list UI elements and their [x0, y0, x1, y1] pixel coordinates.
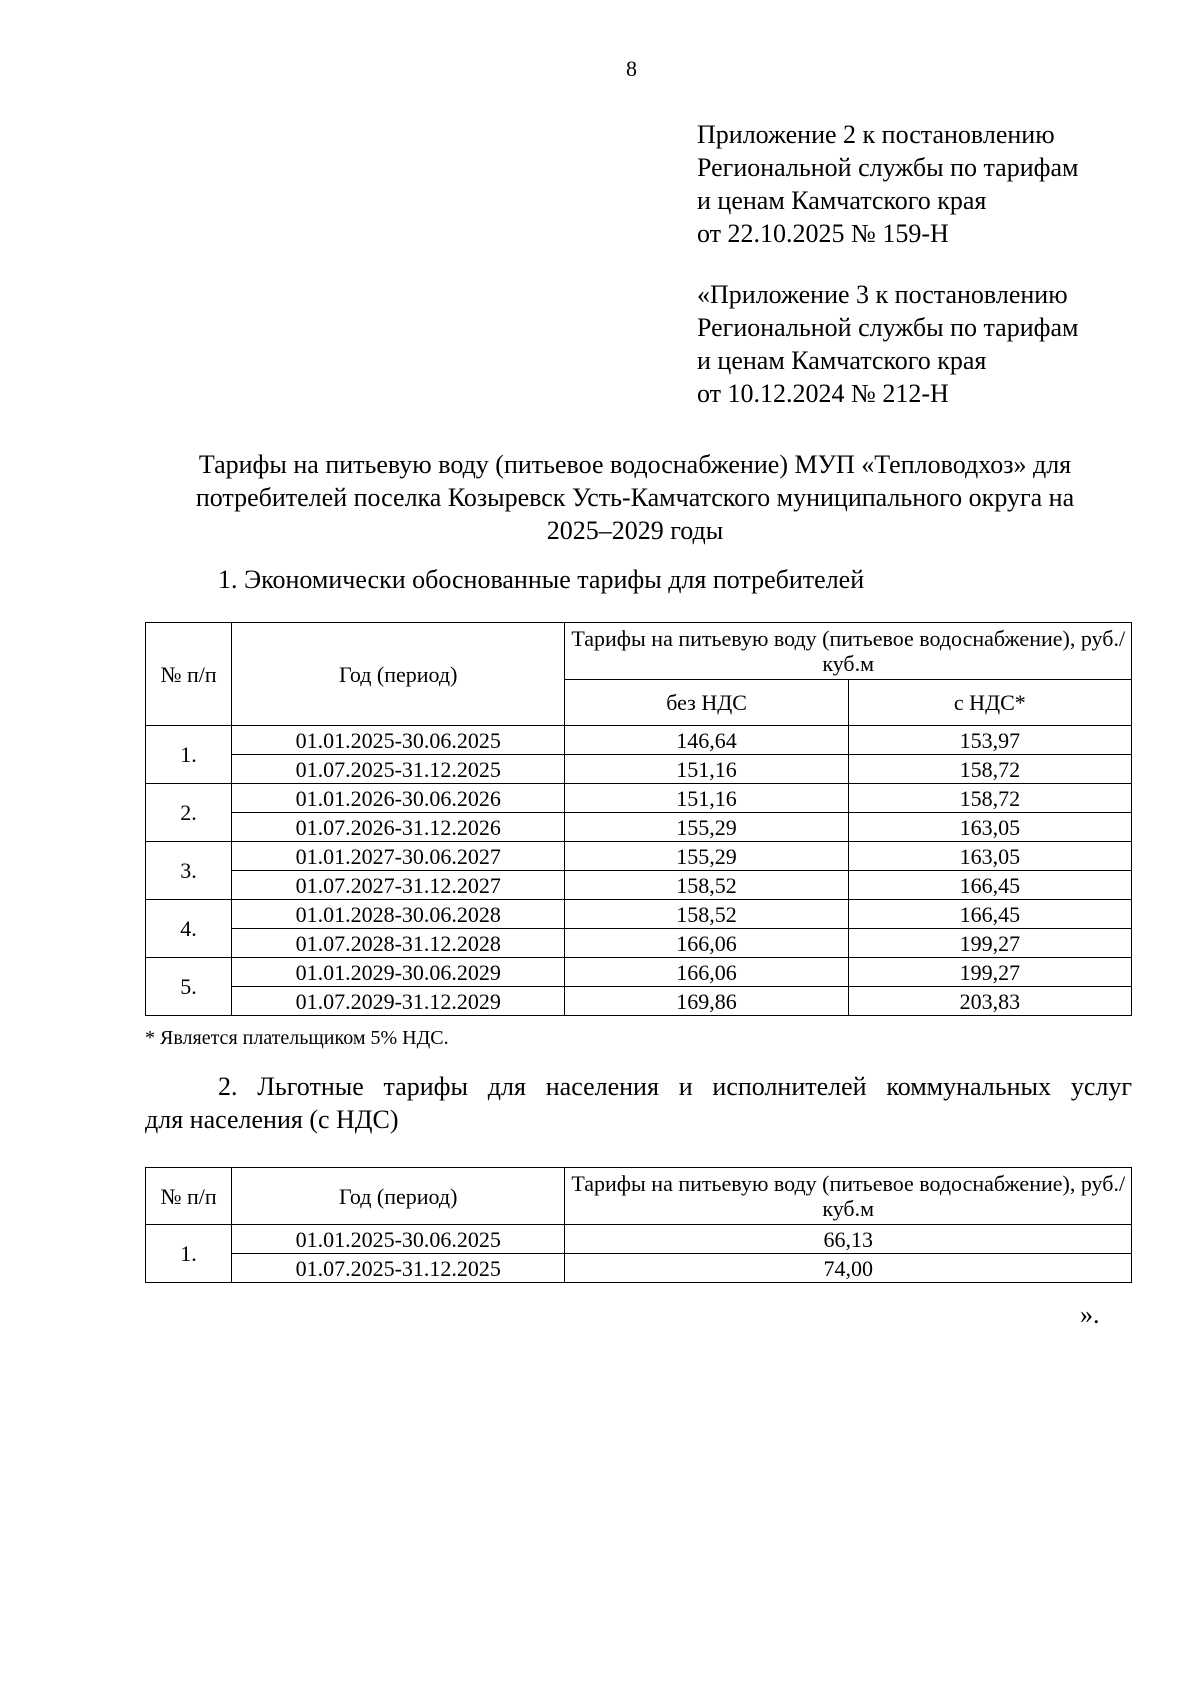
document-title-line: 2025–2029 годы — [546, 516, 724, 545]
period-cell: 01.01.2026-30.06.2026 — [232, 784, 565, 813]
tariff-with-vat-cell: 163,05 — [848, 813, 1131, 842]
table-row — [146, 842, 1132, 871]
table-row — [146, 1225, 1132, 1254]
table-row — [146, 813, 1132, 842]
table-row — [146, 1254, 1132, 1283]
period-cell: 01.01.2028-30.06.2028 — [232, 900, 565, 929]
tariff-value-cell: 66,13 — [565, 1225, 1132, 1254]
period-cell: 01.01.2025-30.06.2025 — [232, 1225, 565, 1254]
tariff-with-vat-cell: 158,72 — [848, 755, 1131, 784]
table-row — [146, 871, 1132, 900]
column-header-with-vat: с НДС* — [848, 680, 1131, 726]
tariff-no-vat-cell: 166,06 — [565, 929, 848, 958]
tariff-no-vat-cell: 169,86 — [565, 987, 848, 1016]
tariff-with-vat-cell: 203,83 — [848, 987, 1131, 1016]
annex-quoted-line: Региональной службы по тарифам — [697, 313, 1079, 342]
table-row — [146, 987, 1132, 1016]
period-cell: 01.07.2028-31.12.2028 — [232, 929, 565, 958]
column-header-tariff: Тарифы на питьевую воду (питьевое водоснабжение), руб./куб.м — [565, 623, 1132, 680]
economic-tariffs-table — [145, 622, 1132, 1016]
vat-footnote: * Является плательщиком 5% НДС. — [145, 1027, 449, 1049]
column-header-no-vat: без НДС — [565, 680, 848, 726]
preferential-tariffs-table — [145, 1167, 1132, 1283]
table-row — [146, 755, 1132, 784]
tariff-no-vat-cell: 166,06 — [565, 958, 848, 987]
closing-quote-mark: ». — [1080, 1300, 1100, 1329]
table-row — [146, 726, 1132, 755]
tariff-with-vat-cell: 199,27 — [848, 958, 1131, 987]
period-cell: 01.07.2029-31.12.2029 — [232, 987, 565, 1016]
tariff-no-vat-cell: 155,29 — [565, 813, 848, 842]
section2-heading — [145, 1070, 1132, 1136]
tariff-no-vat-cell: 151,16 — [565, 755, 848, 784]
tariff-no-vat-cell: 151,16 — [565, 784, 848, 813]
tariff-with-vat-cell: 153,97 — [848, 726, 1131, 755]
annex-current-line: от 22.10.2025 № 159-Н — [697, 219, 949, 248]
annex-current-line: Региональной службы по тарифам — [697, 153, 1079, 182]
column-header-period: Год (период) — [232, 1168, 565, 1225]
column-header-num: № п/п — [146, 623, 232, 726]
document-title-line: Тарифы на питьевую воду (питьевое водоснабжение) МУП «Тепловодхоз» для — [198, 450, 1072, 479]
period-cell: 01.07.2025-31.12.2025 — [232, 755, 565, 784]
table-row — [146, 900, 1132, 929]
period-cell: 01.07.2025-31.12.2025 — [232, 1254, 565, 1283]
section2-heading-line: для населения (с НДС) — [145, 1105, 399, 1134]
tariff-no-vat-cell: 146,64 — [565, 726, 848, 755]
row-number-cell: 3. — [146, 842, 232, 900]
period-cell: 01.07.2027-31.12.2027 — [232, 871, 565, 900]
section1-heading: 1. Экономически обоснованные тарифы для потребителей — [218, 565, 865, 594]
row-number-cell: 4. — [146, 900, 232, 958]
column-header-tariff: Тарифы на питьевую воду (питьевое водоснабжение), руб./куб.м — [565, 1168, 1132, 1225]
period-cell: 01.01.2025-30.06.2025 — [232, 726, 565, 755]
period-cell: 01.01.2029-30.06.2029 — [232, 958, 565, 987]
tariff-with-vat-cell: 199,27 — [848, 929, 1131, 958]
section2-heading-line: 2. Льготные тарифы для населения и исполнителей коммунальных услуг — [218, 1072, 1132, 1101]
row-number-cell: 1. — [146, 726, 232, 784]
annex-quoted-line: и ценам Камчатского края — [697, 346, 987, 375]
preferential-tariffs-body — [146, 1225, 1132, 1283]
row-number-cell: 5. — [146, 958, 232, 1016]
document-title — [140, 448, 1130, 547]
row-number-cell: 1. — [146, 1225, 232, 1283]
column-header-period: Год (период) — [232, 623, 565, 726]
tariff-no-vat-cell: 158,52 — [565, 900, 848, 929]
table-row — [146, 958, 1132, 987]
page-number: 8 — [626, 56, 637, 81]
tariff-with-vat-cell: 166,45 — [848, 871, 1131, 900]
economic-tariffs-body — [146, 726, 1132, 1016]
tariff-with-vat-cell: 158,72 — [848, 784, 1131, 813]
annex-current-line: и ценам Камчатского края — [697, 186, 987, 215]
table-row — [146, 784, 1132, 813]
annex-current-line: Приложение 2 к постановлению — [697, 120, 1055, 149]
tariff-with-vat-cell: 163,05 — [848, 842, 1131, 871]
tariff-no-vat-cell: 158,52 — [565, 871, 848, 900]
column-header-num: № п/п — [146, 1168, 232, 1225]
annex-current-block — [697, 118, 1078, 250]
annex-quoted-block — [697, 278, 1078, 410]
annex-quoted-line: «Приложение 3 к постановлению — [697, 280, 1068, 309]
table-header-row — [146, 623, 1132, 680]
tariff-no-vat-cell: 155,29 — [565, 842, 848, 871]
document-title-line: потребителей поселка Козыревск Усть-Камчатского муниципального округа на — [195, 483, 1075, 512]
period-cell: 01.07.2026-31.12.2026 — [232, 813, 565, 842]
period-cell: 01.01.2027-30.06.2027 — [232, 842, 565, 871]
table-header-row — [146, 1168, 1132, 1225]
tariff-with-vat-cell: 166,45 — [848, 900, 1131, 929]
tariff-value-cell: 74,00 — [565, 1254, 1132, 1283]
annex-quoted-line: от 10.12.2024 № 212-Н — [697, 379, 949, 408]
table-row — [146, 929, 1132, 958]
row-number-cell: 2. — [146, 784, 232, 842]
